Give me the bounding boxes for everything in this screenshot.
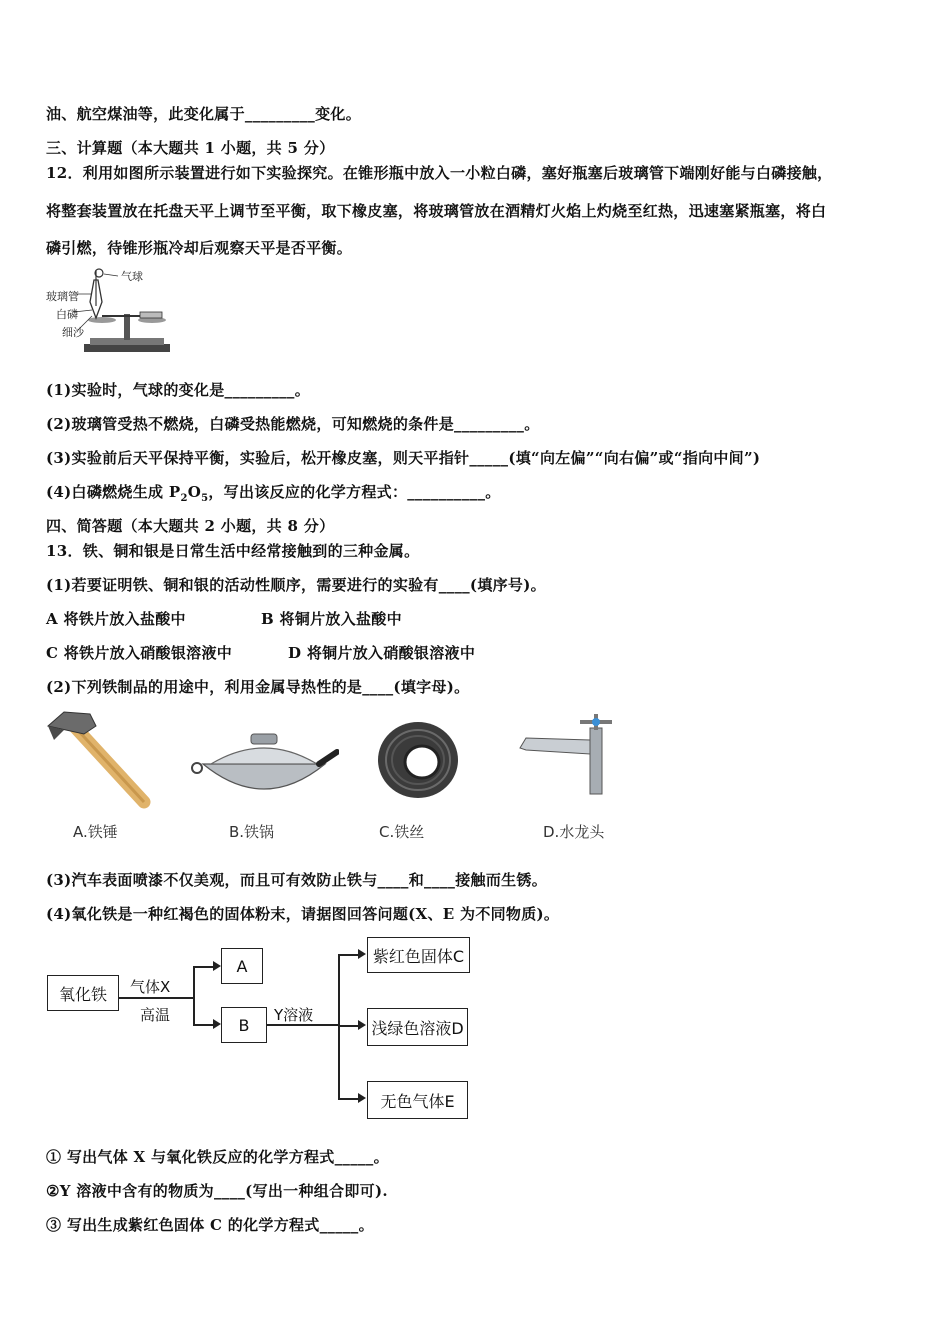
flow-line-to-e <box>338 1098 358 1100</box>
flow-line-to-d <box>338 1025 358 1027</box>
flow-line-main <box>118 997 194 999</box>
q12-part4 <box>46 481 501 504</box>
flow-box-b: B <box>221 1007 267 1043</box>
q13-sub2: ②Y 溶液中含有的物质为____(写出一种组合即可). <box>46 1182 388 1200</box>
hammer-icon <box>44 704 154 814</box>
balance-apparatus-figure <box>44 266 174 358</box>
q12-part4-pre: (4)白磷燃烧生成 P <box>46 483 181 501</box>
flow-arrow-to-c <box>358 949 366 959</box>
image-label-d: D.水龙头 <box>543 823 605 841</box>
q13-option-b: B 将铜片放入盐酸中 <box>261 610 402 628</box>
flow-arrow-to-a <box>213 961 221 971</box>
flow-line-to-a <box>193 966 213 968</box>
flow-branch-vertical-1 <box>193 966 195 1025</box>
q13-sub1: ① 写出气体 X 与氧化铁反应的化学方程式_____。 <box>46 1148 389 1166</box>
q13-part4: (4)氧化铁是一种红褐色的固体粉末，请据图回答问题(X、E 为不同物质)。 <box>46 905 560 923</box>
q13-part3: (3)汽车表面喷漆不仅美观，而且可有效防止铁与____和____接触而生锈。 <box>46 871 548 889</box>
wok-image <box>189 728 339 806</box>
flow-box-iron-oxide: 氧化铁 <box>47 975 119 1011</box>
q12-line3: 磷引燃，待锥形瓶冷却后观察天平是否平衡。 <box>46 239 353 257</box>
q13-option-c: C 将铁片放入硝酸银溶液中 <box>46 644 233 662</box>
label-white-phosphorus: 白磷 <box>56 308 78 321</box>
q13-part1: (1)若要证明铁、铜和银的活动性顺序，需要进行的实验有____(填序号)。 <box>46 576 546 594</box>
label-sand: 细沙 <box>62 326 84 339</box>
q12-line1: 12．利用如图所示装置进行如下实验探究。在锥形瓶中放入一小粒白磷，塞好瓶塞后玻璃管下端刚好能与白磷接触， <box>46 164 833 182</box>
q13-sub3: ③ 写出生成紫红色固体 C 的化学方程式_____。 <box>46 1216 374 1234</box>
q13-option-d: D 将铜片放入硝酸银溶液中 <box>288 644 476 662</box>
wire-coil-icon <box>372 714 464 806</box>
flow-line-to-b <box>193 1024 213 1026</box>
flow-condition-gas-x: 气体X <box>130 978 171 996</box>
flow-box-a: A <box>221 948 263 984</box>
flow-box-d: 浅绿色溶液D <box>367 1008 468 1046</box>
flow-box-c: 紫红色固体C <box>367 937 470 973</box>
q13-part2: (2)下列铁制品的用途中，利用金属导热性的是____(填字母)。 <box>46 678 470 696</box>
q12-line2: 将整套装置放在托盘天平上调节至平衡，取下橡皮塞，将玻璃管放在酒精灯火焰上灼烧至红热，迅速塞紧瓶塞，将白 <box>46 202 827 220</box>
q12-part1: (1)实验时，气球的变化是_________。 <box>46 381 311 399</box>
faucet-icon <box>512 714 616 798</box>
section-3-heading: 三、计算题（本大题共 1 小题，共 5 分） <box>46 139 335 157</box>
q12-part4-sub2: 5 <box>201 493 209 504</box>
faucet-image <box>512 714 616 798</box>
label-glass-tube: 玻璃管 <box>46 290 79 303</box>
flow-arrow-to-e <box>358 1093 366 1103</box>
flow-condition-high-temp: 高温 <box>140 1006 171 1024</box>
q12-part4-post: ，写出该反应的化学方程式：__________。 <box>208 483 501 501</box>
wire-coil-image <box>372 714 464 806</box>
flow-arrow-to-b <box>213 1019 221 1029</box>
label-balloon: 气球 <box>121 270 143 283</box>
wok-icon <box>189 728 339 806</box>
q13-option-a: A 将铁片放入盐酸中 <box>46 610 186 628</box>
flow-label-y-solution: Y溶液 <box>274 1006 314 1024</box>
q12-part4-mid: O <box>187 483 202 501</box>
image-label-a: A.铁锤 <box>73 823 118 841</box>
flow-line-to-c <box>338 954 358 956</box>
flow-box-e: 无色气体E <box>367 1081 468 1119</box>
section-4-heading: 四、简答题（本大题共 2 小题，共 8 分） <box>46 517 335 535</box>
q11-tail: 油、航空煤油等，此变化属于_________变化。 <box>46 105 362 123</box>
q12-part4-sub1: 2 <box>180 493 188 504</box>
image-label-c: C.铁丝 <box>379 823 425 841</box>
q12-part2: (2)玻璃管受热不燃烧，白磷受热能燃烧，可知燃烧的条件是_________。 <box>46 415 540 433</box>
q12-part3: (3)实验前后天平保持平衡，实验后，松开橡皮塞，则天平指针_____(填“向左偏”“向右偏”或“指向中间”) <box>46 449 761 467</box>
flow-arrow-to-d <box>358 1020 366 1030</box>
image-label-b: B.铁锅 <box>229 823 275 841</box>
q13-intro: 13．铁、铜和银是日常生活中经常接触到的三种金属。 <box>46 542 420 560</box>
hammer-image <box>44 704 154 814</box>
flow-branch-vertical-2 <box>338 954 340 1099</box>
